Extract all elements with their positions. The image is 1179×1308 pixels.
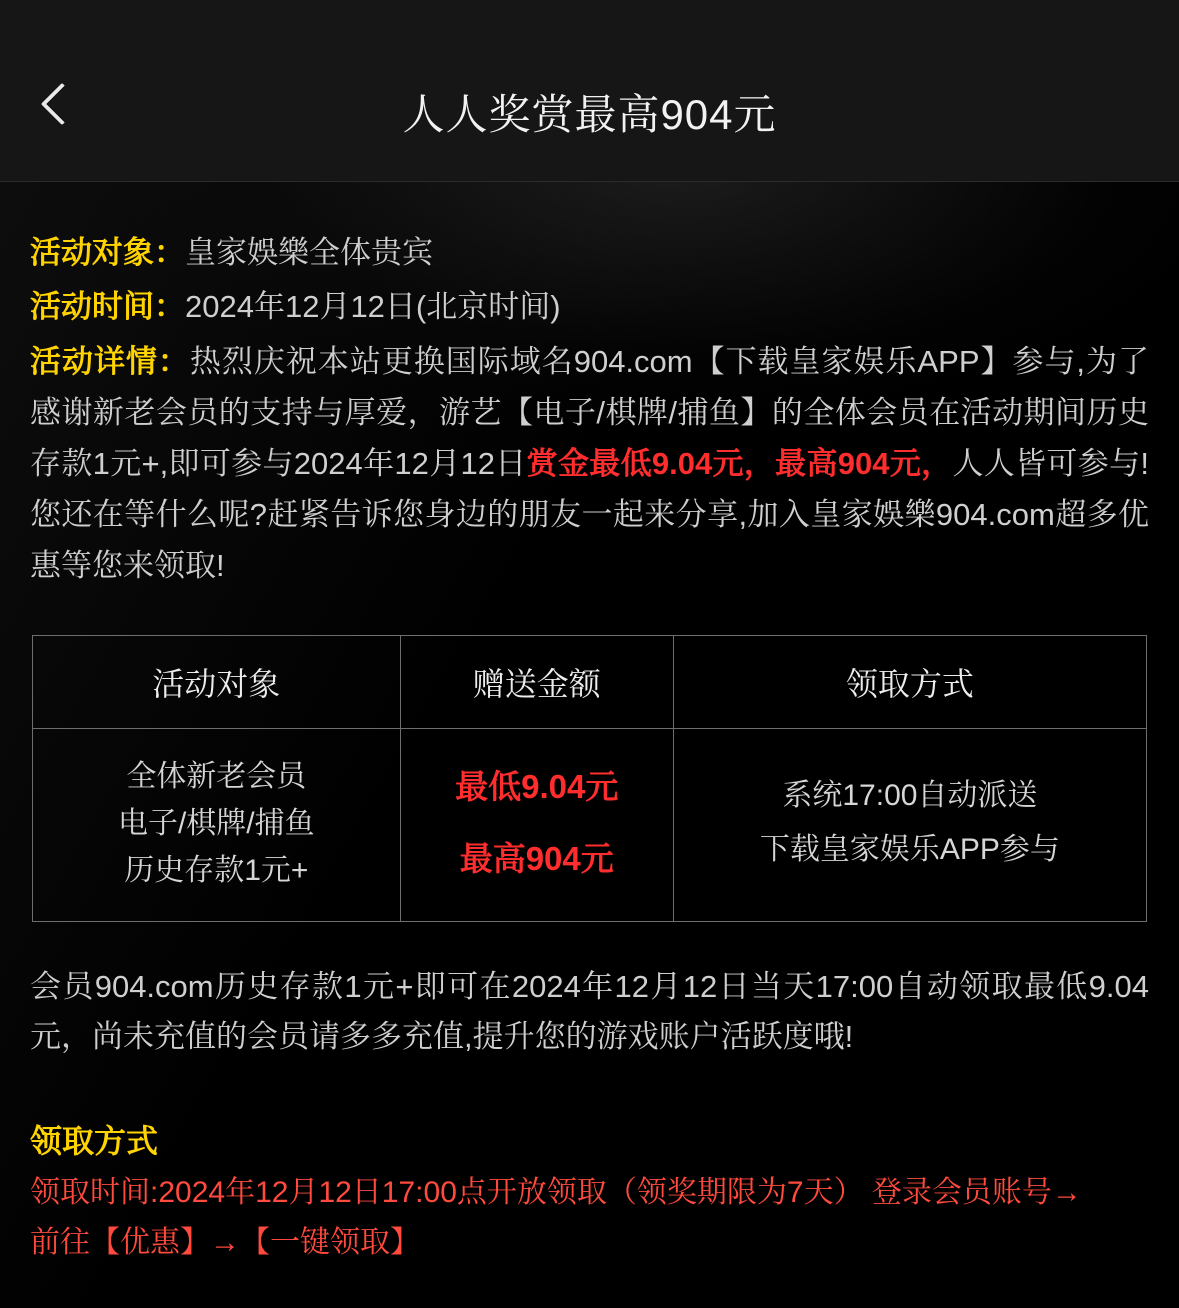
- cell-method: [673, 729, 1146, 922]
- promo-table: [32, 635, 1147, 922]
- table-header-row: [33, 636, 1147, 729]
- activity-target-line: [30, 228, 1149, 278]
- method-line-2: 下载皇家娱乐APP参与: [759, 833, 1060, 866]
- amount-max: 最高904元: [459, 840, 614, 877]
- activity-time-label: 活动时间：: [30, 289, 185, 324]
- table-row: [33, 729, 1147, 922]
- amount-min: 最低9.04元: [455, 768, 619, 805]
- top-bar: [0, 0, 1179, 182]
- page-title: 人人奖赏最高904元: [402, 91, 777, 138]
- activity-time-value: 2024年12月12日(北京时间): [185, 289, 561, 324]
- target-line-2: 电子/棋牌/捕鱼: [117, 806, 315, 840]
- cell-amount: [400, 729, 673, 922]
- target-line-3: 历史存款1元+: [124, 853, 309, 887]
- activity-target-label: 活动对象：: [30, 235, 185, 270]
- table-header-target: 活动对象: [33, 636, 401, 729]
- claim-method-line-1: 领取时间:2024年12月12日17:00点开放领取（领奖期限为7天） 登录会员账号→: [30, 1176, 1082, 1209]
- promo-note: 会员904.com历史存款1元+即可在2024年12月12日当天17:00自动领取最低9.04元，尚未充值的会员请多多充值,提升您的游戏账户活跃度哦!: [30, 969, 1149, 1054]
- activity-detail-paragraph: [30, 336, 1149, 591]
- activity-time-line: [30, 282, 1149, 332]
- table-header-method: 领取方式: [673, 636, 1146, 729]
- activity-detail-highlight: 赏金最低9.04元，最高904元，: [526, 446, 953, 481]
- back-button[interactable]: [30, 72, 94, 136]
- activity-detail-text-2: 人人皆可参与!您还在等什么呢?赶紧告诉您身边的朋友一起来分享,加入皇家娛樂904.com超多优惠等您来领取!: [30, 446, 1149, 583]
- claim-method-title: 领取方式: [30, 1123, 159, 1159]
- table-header-amount: 赠送金额: [400, 636, 673, 729]
- target-line-1: 全体新老会员: [126, 759, 307, 793]
- method-line-1: 系统17:00自动派送: [782, 779, 1038, 812]
- activity-detail-label: 活动详情：: [30, 344, 190, 379]
- chevron-left-icon: [41, 82, 83, 124]
- activity-detail-text-1: 热烈庆祝本站更换国际域名904.com【下载皇家娱乐APP】参与,为了感谢新老会员的支持与厚爱，游艺【电子/棋牌/捕鱼】的全体会员在活动期间历史存款1元+,即可参与2024年12月12日: [30, 344, 1150, 481]
- cell-target: [33, 729, 401, 922]
- activity-target-value: 皇家娛樂全体贵宾: [185, 235, 433, 270]
- promo-content: [0, 182, 1179, 1308]
- claim-method-line-2: 前往【优惠】→【一键领取】: [30, 1226, 420, 1259]
